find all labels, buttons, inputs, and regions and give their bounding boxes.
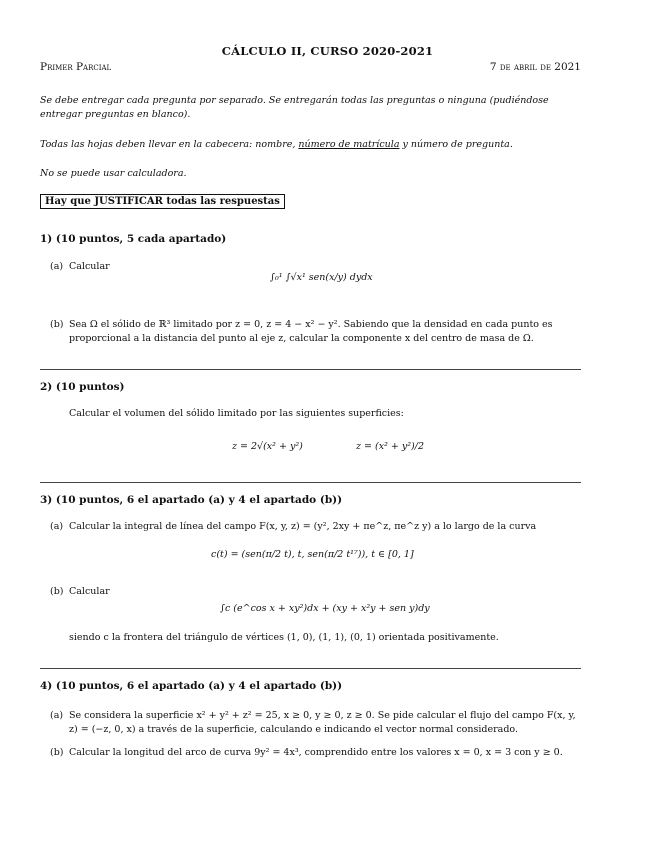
q3-heading: 3) (10 puntos, 6 el apartado (a) y 4 el apartado (b)): [40, 494, 343, 506]
separator-2: [40, 482, 581, 483]
q1-heading: 1) (10 puntos, 5 cada apartado): [40, 233, 227, 245]
separator-3: [40, 668, 581, 669]
instruction-3: No se puede usar calculadora.: [40, 168, 187, 179]
exam-title: CÁLCULO II, CURSO 2020-2021: [221, 44, 434, 58]
q2-heading: 2) (10 puntos): [40, 381, 125, 393]
q4-heading: 4) (10 puntos, 6 el apartado (a) y 4 el apartado (b)): [40, 680, 343, 692]
separator-1: [40, 369, 581, 370]
exam-date: 7 de abril de 2021: [489, 61, 581, 73]
q3b: (b) Calcular: [50, 586, 110, 597]
exam-subtitle: [40, 61, 581, 73]
q2-formula-2: z = (x² + y²)/2: [356, 441, 425, 452]
q2-formula-1: z = 2√(x² + y²): [232, 441, 303, 452]
instruction-2: Todas las hojas deben llevar en la cabecera: nombre, número de matrícula y número de pregunta.: [40, 139, 513, 150]
exam-name: Primer Parcial: [40, 61, 112, 73]
q3a-formula: c(t) = (sen(π/2 t), t, sen(π/2 t¹⁷)), t ∈ [0, 1]: [211, 549, 414, 560]
underlined-matricula: número de matrícula: [298, 139, 400, 150]
q2-text: Calcular el volumen del sólido limitado por las siguientes superficies:: [69, 408, 404, 419]
q1a: (a) Calcular: [50, 261, 110, 272]
q4b: (b) Calcular la longitud del arco de curva 9y² = 4x³, comprendido entre los valores x = 0, x = 3 con y ≥ 0.: [50, 747, 563, 758]
q3b-after: siendo c la frontera del triángulo de vértices (1, 0), (1, 1), (0, 1) orientada positivamente.: [69, 632, 499, 643]
instruction-1: Se debe entregar cada pregunta por separado. Se entregarán todas las preguntas o ninguna (pudiéndose entregar preguntas en blanco).: [40, 95, 549, 120]
q3b-formula: ∫c (e^cos x + xy²)dx + (xy + x²y + sen y)dy: [220, 603, 430, 614]
q4a: (a) Se considera la superficie x² + y² + z² = 25, x ≥ 0, y ≥ 0, z ≥ 0. Se pide calcular el flujo del campo F(x, y, z) = (−z, 0, x) a través de la superficie, calculando e indicando el vector normal considerado.: [50, 710, 576, 735]
q3a: (a) Calcular la integral de línea del campo F(x, y, z) = (y², 2xy + πe^z, πe^z y) a lo largo de la curva: [50, 521, 537, 532]
q1b: (b) Sea Ω el sólido de ℝ³ limitado por z = 0, z = 4 − x² − y². Sabiendo que la densidad en cada punto es proporcional a la distancia del punto al eje z, calcular la componente x del centro de masa de Ω.: [50, 319, 553, 344]
q1a-formula: ∫₀¹ ∫√x¹ sen(x/y) dydx: [270, 272, 373, 283]
justify-box: Hay que JUSTIFICAR todas las respuestas: [40, 194, 285, 209]
